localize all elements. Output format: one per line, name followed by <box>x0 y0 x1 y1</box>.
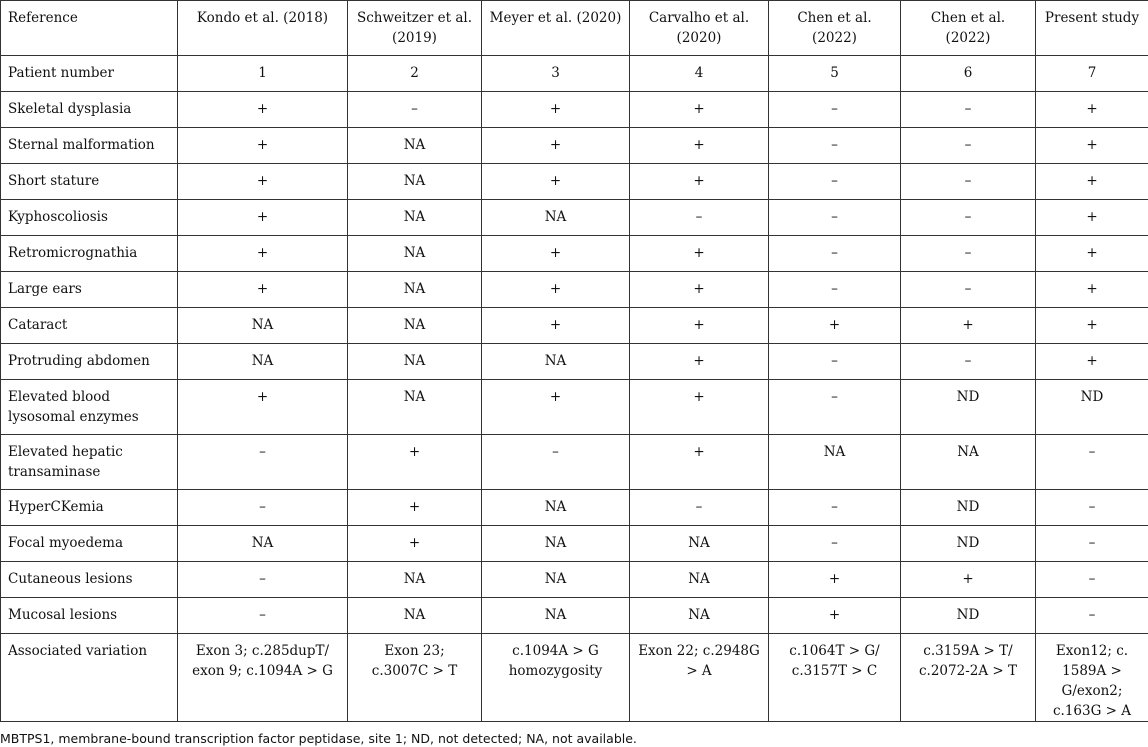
table-cell: – <box>348 92 482 128</box>
table-row <box>1 164 1148 200</box>
table-cell: – <box>901 272 1036 308</box>
table-row <box>1 200 1148 236</box>
table-cell: c.3159A > T/ c.2072-2A > T <box>901 634 1036 722</box>
table-cell: NA <box>348 598 482 634</box>
table-row <box>1 490 1148 526</box>
table-cell: + <box>482 164 630 200</box>
table-cell: + <box>630 435 769 490</box>
table-row <box>1 236 1148 272</box>
table-cell: NA <box>348 344 482 380</box>
table-cell: – <box>630 490 769 526</box>
table-row <box>1 526 1148 562</box>
table-cell: – <box>1036 435 1148 490</box>
table-cell: + <box>348 490 482 526</box>
table-cell: + <box>630 308 769 344</box>
table-cell: + <box>1036 164 1148 200</box>
row-label: Elevated blood lysosomal enzymes <box>1 380 178 435</box>
table-cell: + <box>1036 236 1148 272</box>
table-row <box>1 562 1148 598</box>
table-cell: 5 <box>769 56 901 92</box>
table-cell: – <box>769 272 901 308</box>
table-cell: NA <box>482 344 630 380</box>
table-cell: Exon 3; c.285dupT/ exon 9; c.1094A > G <box>178 634 348 722</box>
table-cell: – <box>1036 526 1148 562</box>
table-cell: ND <box>1036 380 1148 435</box>
table-cell: NA <box>178 344 348 380</box>
table-cell: + <box>769 562 901 598</box>
table-cell: c.1064T > G/ c.3157T > C <box>769 634 901 722</box>
table-cell: NA <box>482 598 630 634</box>
table-cell: NA <box>901 435 1036 490</box>
table-cell: ND <box>901 598 1036 634</box>
header-cell: Carvalho et al. (2020) <box>630 1 769 56</box>
table-row <box>1 598 1148 634</box>
table-cell: + <box>482 308 630 344</box>
table-cell: + <box>1036 272 1148 308</box>
row-label: Retromicrognathia <box>1 236 178 272</box>
table-cell: + <box>630 272 769 308</box>
table-row <box>1 634 1148 722</box>
table-cell: + <box>901 562 1036 598</box>
table-cell: – <box>769 344 901 380</box>
table-cell: NA <box>348 164 482 200</box>
table-cell: – <box>901 344 1036 380</box>
table-cell: Exon 23; c.3007C > T <box>348 634 482 722</box>
table-cell: – <box>901 92 1036 128</box>
header-cell: Meyer et al. (2020) <box>482 1 630 56</box>
table-cell: Exon12; c. 1589A > G/exon2; c.163G > A <box>1036 634 1148 722</box>
table-row <box>1 308 1148 344</box>
table-cell: NA <box>630 562 769 598</box>
table-footnote: MBTPS1, membrane-bound transcription factor peptidase, site 1; ND, not detected; NA, not available. <box>0 731 1148 747</box>
table-cell: + <box>178 128 348 164</box>
table-cell: 7 <box>1036 56 1148 92</box>
table-cell: ND <box>901 490 1036 526</box>
table-row <box>1 56 1148 92</box>
header-cell: Kondo et al. (2018) <box>178 1 348 56</box>
row-label: Protruding abdomen <box>1 344 178 380</box>
table-cell: + <box>1036 128 1148 164</box>
table-cell: + <box>1036 308 1148 344</box>
row-label: Elevated hepatic transaminase <box>1 435 178 490</box>
table-cell: + <box>482 236 630 272</box>
table-cell: Exon 22; c.2948G > A <box>630 634 769 722</box>
row-label: Short stature <box>1 164 178 200</box>
table-cell: NA <box>348 200 482 236</box>
table-cell: NA <box>630 598 769 634</box>
row-label: Cutaneous lesions <box>1 562 178 598</box>
table-cell: NA <box>178 308 348 344</box>
table-cell: NA <box>482 562 630 598</box>
table-cell: – <box>178 490 348 526</box>
table-cell: NA <box>769 435 901 490</box>
table-cell: + <box>630 92 769 128</box>
row-label: Skeletal dysplasia <box>1 92 178 128</box>
table-cell: – <box>769 200 901 236</box>
table-cell: – <box>769 236 901 272</box>
table-cell: NA <box>348 562 482 598</box>
table-cell: – <box>769 490 901 526</box>
table-cell: + <box>178 200 348 236</box>
table-cell: NA <box>348 128 482 164</box>
header-cell: Schweitzer et al. (2019) <box>348 1 482 56</box>
table-cell: + <box>482 272 630 308</box>
row-label: Associated variation <box>1 634 178 722</box>
row-label: Cataract <box>1 308 178 344</box>
table-cell: + <box>901 308 1036 344</box>
row-label: HyperCKemia <box>1 490 178 526</box>
table-cell: + <box>482 380 630 435</box>
row-label: Sternal malformation <box>1 128 178 164</box>
row-label: Kyphoscoliosis <box>1 200 178 236</box>
table-cell: 3 <box>482 56 630 92</box>
table-cell: – <box>178 562 348 598</box>
table-cell: ND <box>901 526 1036 562</box>
table-cell: + <box>482 128 630 164</box>
table-cell: + <box>769 598 901 634</box>
table-cell: + <box>630 236 769 272</box>
table-cell: – <box>178 598 348 634</box>
table-cell: – <box>1036 598 1148 634</box>
table-cell: NA <box>178 526 348 562</box>
table-header-row <box>1 1 1148 56</box>
table-cell: 4 <box>630 56 769 92</box>
row-label: Patient number <box>1 56 178 92</box>
table-cell: + <box>630 128 769 164</box>
table-row <box>1 344 1148 380</box>
table-cell: 1 <box>178 56 348 92</box>
table-cell: NA <box>482 526 630 562</box>
table-cell: + <box>178 236 348 272</box>
table-cell: – <box>901 128 1036 164</box>
table-cell: + <box>178 380 348 435</box>
table-row <box>1 380 1148 435</box>
table-cell: – <box>769 164 901 200</box>
table-cell: – <box>769 128 901 164</box>
table-cell: + <box>178 272 348 308</box>
table-cell: – <box>482 435 630 490</box>
table-cell: – <box>630 200 769 236</box>
table-row <box>1 272 1148 308</box>
table-cell: c.1094A > G homozygosity <box>482 634 630 722</box>
table-cell: + <box>630 164 769 200</box>
table-cell: – <box>901 236 1036 272</box>
row-label: Focal myoedema <box>1 526 178 562</box>
table-body <box>1 1 1148 722</box>
table-cell: – <box>901 164 1036 200</box>
table-cell: NA <box>348 272 482 308</box>
table-cell: + <box>1036 200 1148 236</box>
table-cell: – <box>178 435 348 490</box>
table-cell: 6 <box>901 56 1036 92</box>
table-cell: – <box>769 380 901 435</box>
table-cell: – <box>1036 490 1148 526</box>
header-cell: Chen et al. (2022) <box>769 1 901 56</box>
table-cell: 2 <box>348 56 482 92</box>
table-cell: NA <box>348 380 482 435</box>
table-cell: + <box>178 92 348 128</box>
table-cell: – <box>901 200 1036 236</box>
table-cell: + <box>178 164 348 200</box>
header-label: Reference <box>1 1 178 56</box>
table-cell: – <box>769 526 901 562</box>
table-cell: NA <box>630 526 769 562</box>
row-label: Large ears <box>1 272 178 308</box>
table-row <box>1 92 1148 128</box>
table-cell: NA <box>348 308 482 344</box>
table-cell: + <box>630 344 769 380</box>
table-row <box>1 128 1148 164</box>
table-cell: NA <box>348 236 482 272</box>
table-cell: + <box>1036 92 1148 128</box>
table-cell: + <box>348 435 482 490</box>
row-label: Mucosal lesions <box>1 598 178 634</box>
header-cell: Present study <box>1036 1 1148 56</box>
table-cell: + <box>630 380 769 435</box>
table-cell: + <box>482 92 630 128</box>
table-cell: + <box>1036 344 1148 380</box>
table-cell: + <box>348 526 482 562</box>
table-cell: – <box>769 92 901 128</box>
table-cell: NA <box>482 490 630 526</box>
table-cell: ND <box>901 380 1036 435</box>
header-cell: Chen et al. (2022) <box>901 1 1036 56</box>
table-cell: NA <box>482 200 630 236</box>
table-row <box>1 435 1148 490</box>
table-cell: + <box>769 308 901 344</box>
table-cell: – <box>1036 562 1148 598</box>
